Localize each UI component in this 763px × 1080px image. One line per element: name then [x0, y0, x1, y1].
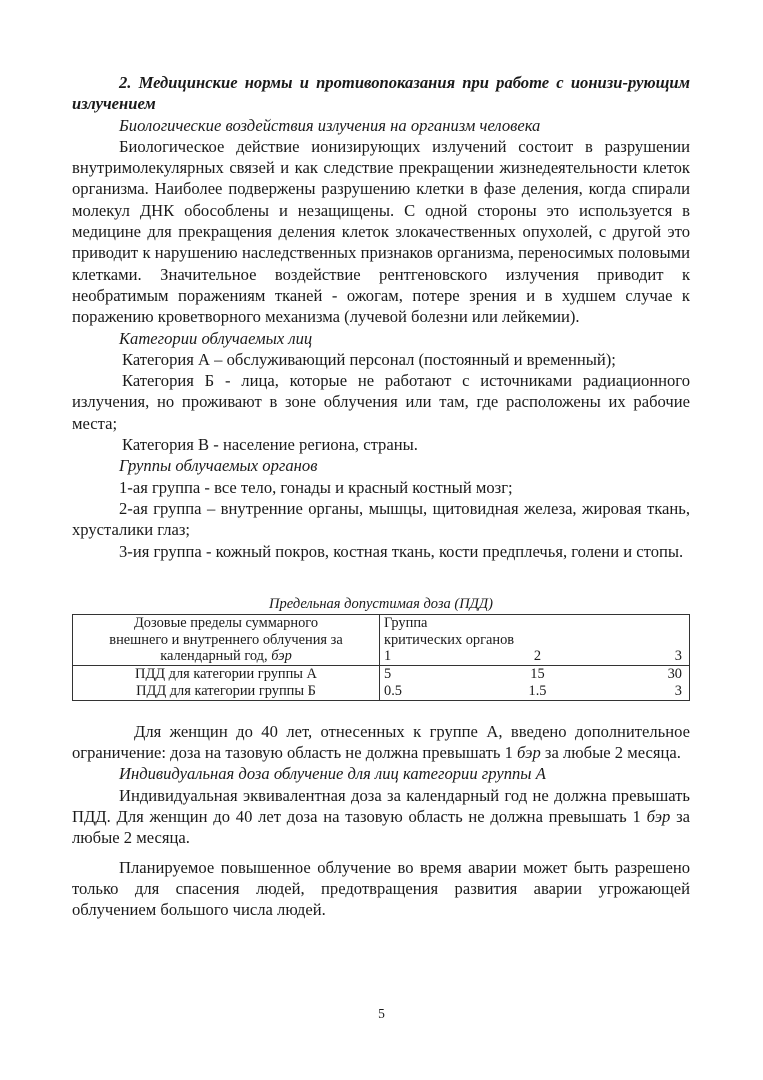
individual-text-end: за любые 2 месяца.	[72, 807, 690, 848]
women-note-text-end: за любые 2 месяца.	[540, 743, 681, 763]
header-label-line3	[73, 648, 379, 665]
women-note	[72, 721, 690, 764]
header-label-line1: Дозовые пределы суммарного	[133, 614, 319, 631]
planned-paragraph: Планируемое повышенное облучение во время аварии может быть разрешено только для спасения людей, предотвращения развития аварии угрожающей облучением большого числа людей.	[72, 857, 690, 920]
header-group-line2: критических органов	[384, 631, 515, 648]
col-2: 2	[533, 648, 542, 665]
page-number: 5	[378, 1006, 385, 1021]
value-cell: 3	[674, 683, 682, 700]
unit-ber: бэр	[646, 807, 671, 826]
unit-ber: бэр	[271, 648, 292, 665]
document-page	[72, 72, 690, 920]
individual-text: Индивидуальная эквивалентная доза за календарный год не должна превышать ПДД. Для женщин до 40 лет доза на тазовую область не должна превышать 1	[72, 785, 690, 826]
table-caption: Предельная допустимая доза (ПДД)	[269, 595, 493, 612]
unit-ber: бэр	[517, 743, 541, 763]
categories-subheading: Категории облучаемых лиц	[119, 328, 313, 348]
bio-paragraph: Биологическое действие ионизирующих излучений состоит в разрушении внутримолекулярных связей и как следствие прекращении жизнедеятельности клеток организма. Наиболее подвержены разрушению клетки в фазе деления, когда спирали молекул ДНК обособлены и незащищены. С одной стороны это используется в медицине для прекращения деления клеток злокачественных опухолей, с другой это приводит к нарушению наследственных признаков организма, переносимых половыми клетками. Значительное воздействие рентгеновского излучения приводит к необратимым поражениям тканей - ожогам, потере зрения и в худшем случае к поражению кроветворного механизма (лучевой болезни или лейкемии).	[72, 136, 690, 327]
row-label: ПДД для категории группы А	[73, 666, 380, 683]
header-group-line1: Группа	[384, 614, 428, 631]
col-1: 1	[384, 648, 392, 665]
value-cell: 30	[667, 666, 682, 683]
women-note-text: Для женщин до 40 лет, отнесенных к группе А, введено дополнительное ограничение: доза на тазовую область не должна превышать 1	[72, 721, 690, 763]
bio-subheading: Биологические воздействия излучения на организм человека	[119, 115, 541, 135]
header-label-cell	[73, 614, 380, 665]
value-cell: 5	[384, 666, 392, 683]
value-cell: 0.5	[384, 683, 402, 700]
header-group-cols	[384, 648, 689, 665]
category-b: Категория Б - лица, которые не работают с источниками радиационного излучения, но проживают в зоне облучения или там, где расположены их рабочие места;	[72, 371, 690, 433]
group-1: 1-ая группа - все тело, гонады и красный костный мозг;	[119, 477, 513, 497]
row-values	[380, 683, 690, 700]
row-label: ПДД для категории группы Б	[73, 683, 380, 700]
value-cell: 1.5	[528, 683, 547, 700]
groups-subheading: Группы облучаемых органов	[119, 456, 318, 476]
category-a: Категория А – обслуживающий персонал (постоянный и временный);	[122, 349, 616, 369]
pdd-table	[72, 614, 690, 701]
group-3: 3-ия группа - кожный покров, костная ткань, кости предплечья, голени и стопы.	[119, 541, 684, 561]
table-row	[73, 683, 690, 700]
individual-subheading: Индивидуальная доза облучение для лиц категории группы А	[119, 764, 546, 784]
header-label-line2: внешнего и внутреннего облучения за	[109, 631, 343, 648]
col-3: 3	[674, 648, 682, 665]
header-label-text: календарный год,	[160, 648, 272, 665]
value-cell: 15	[530, 666, 545, 683]
table-row	[73, 666, 690, 683]
section-heading: 2. Медицинские нормы и противопоказания при работе с ионизи-рующим излучением	[72, 73, 690, 114]
category-v: Категория В - население региона, страны.	[122, 435, 418, 455]
header-group-cell	[380, 614, 690, 665]
row-values	[380, 666, 690, 683]
table-header-row	[73, 614, 690, 665]
group-2: 2-ая группа – внутренние органы, мышцы, щитовидная железа, жировая ткань, хрусталики глаз;	[72, 498, 690, 540]
individual-paragraph	[72, 785, 690, 849]
